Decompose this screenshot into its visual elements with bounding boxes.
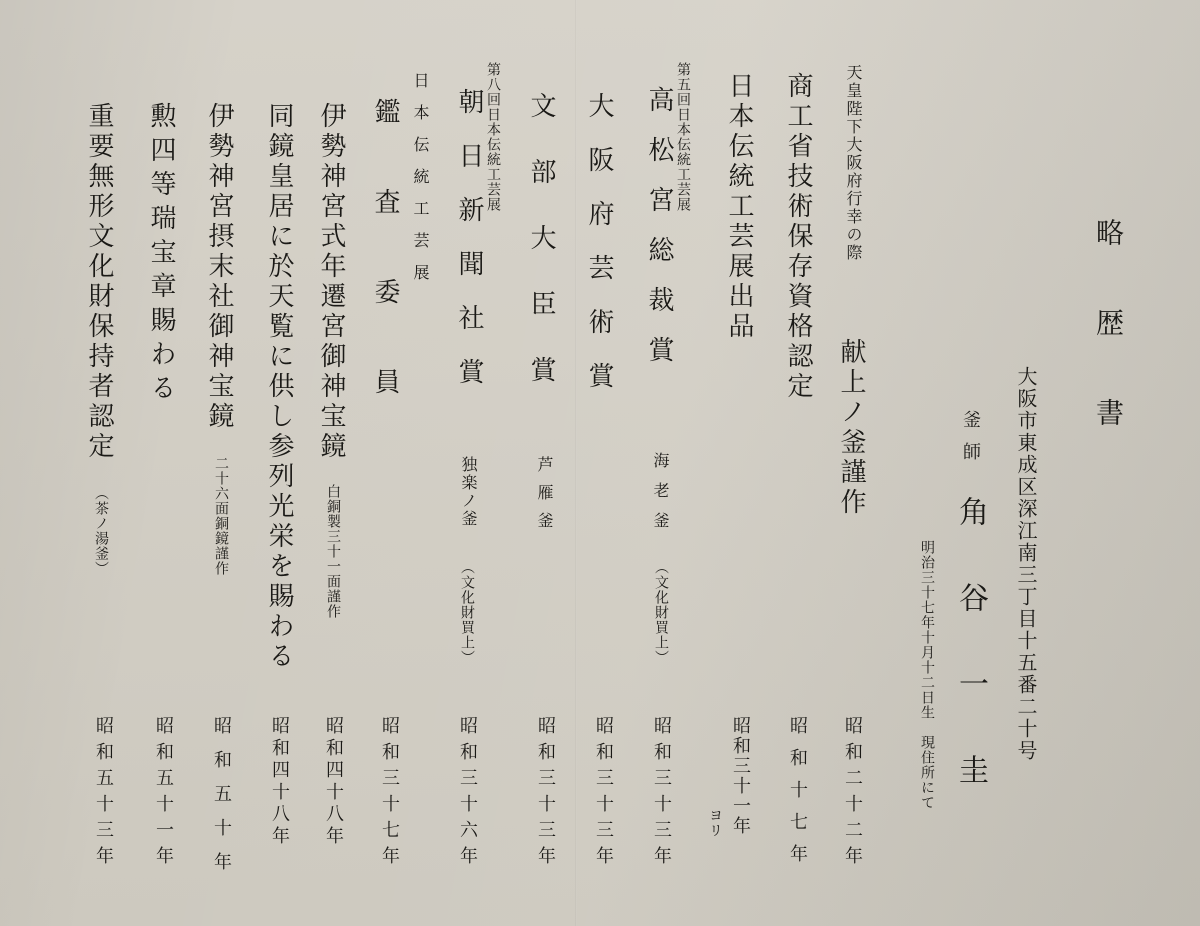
entry-date: 昭和三十三年 — [593, 716, 614, 872]
entry-date: 昭和三十七年 — [379, 716, 400, 872]
entry-work: 海老釜 — [651, 452, 670, 542]
entry-text: 日本伝統工芸展出品 — [724, 72, 754, 342]
entry-label-top: 日本伝統工芸展 — [411, 72, 430, 296]
entry-date: 昭和五十一年 — [153, 716, 174, 872]
entry-note: （文化財買上） — [459, 560, 475, 665]
entry-date: 昭和二十二年 — [842, 716, 863, 872]
entry-work: 芦雁釜 — [535, 456, 554, 540]
paper-crease — [575, 0, 577, 926]
entry-date: 昭和三十六年 — [457, 716, 478, 872]
entry-date-suffix: ヨリ — [707, 808, 723, 838]
entry-date: 昭和五十年 — [211, 716, 232, 886]
entry-work: 独楽ノ釜 — [459, 456, 478, 528]
entry-text: 文部大臣賞 — [526, 92, 556, 422]
entry-text: 重要無形文化財保持者認定 — [84, 102, 114, 462]
entry-date: 昭和四十八年 — [323, 716, 344, 848]
entry-date: 昭和三十一年 — [730, 716, 751, 836]
entry-label-top: 第五回日本伝統工芸展 — [675, 62, 691, 212]
entry-date: 昭和三十三年 — [535, 716, 556, 872]
entry-label-top: 第八回日本伝統工芸展 — [485, 62, 501, 212]
artist-name: 角谷一圭 — [953, 496, 988, 840]
entry-text: 高松宮総裁賞 — [644, 86, 674, 386]
entry-text: 伊勢神宮式年遷宮御神宝鏡 — [316, 102, 346, 462]
entry-text: 献上ノ釜謹作 — [836, 338, 866, 518]
entry-date: 昭和三十三年 — [651, 716, 672, 872]
entry-text: 大阪府芸術賞 — [584, 92, 614, 416]
entry-text: 勲四等瑞宝章賜わる — [146, 102, 176, 408]
entry-work: 二十六面銅鏡謹作 — [213, 456, 229, 576]
entry-text: 商工省技術保存資格認定 — [783, 72, 813, 402]
occupation: 釜師 — [960, 410, 981, 474]
entry-date: 昭和十七年 — [787, 716, 808, 876]
entry-note: （文化財買上） — [653, 560, 669, 665]
entry-text: 同鏡皇居に於天覧に供し参列光栄を賜わる — [264, 102, 294, 672]
entry-text: 伊勢神宮摂末社御神宝鏡 — [204, 102, 234, 432]
birth-note: 明治三十七年十月十二日生 現住所にて — [919, 540, 935, 810]
entry-note: （茶ノ湯釜） — [93, 486, 109, 576]
entry-text: 鑑査委員 — [370, 98, 400, 458]
entry-date: 昭和四十八年 — [269, 716, 290, 848]
entry-date: 昭和五十三年 — [93, 716, 114, 872]
address: 大阪市東成区深江南三丁目十五番二十号 — [1014, 366, 1038, 762]
entry-text: 朝日新聞社賞 — [454, 88, 484, 412]
document-title: 略歴書 — [1092, 218, 1125, 488]
entry-label-top: 天皇陛下大阪府行幸の際 — [844, 64, 863, 262]
entry-work: 白銅製三十一面謹作 — [325, 484, 341, 619]
